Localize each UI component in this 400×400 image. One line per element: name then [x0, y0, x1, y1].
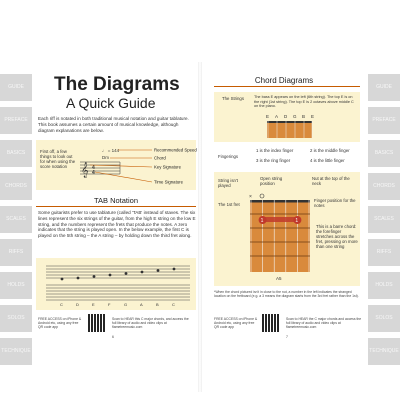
qr-code-icon[interactable]: [262, 314, 280, 332]
page-title: The Diagrams: [54, 74, 180, 95]
svg-text:1: 1: [295, 218, 299, 224]
strings-text: The bass E appears on the left (6th string). The top E is on the right (1st string). The top E is 2 octaves above middle C on the piano.: [254, 95, 354, 109]
side-tab[interactable]: SCALES: [368, 206, 400, 233]
page-number: 6: [112, 335, 114, 339]
footer-scan: Scan to HEAR this C major chords, and access the full library of audio and video clips at flametreemusic.com: [112, 317, 189, 329]
callout-finger-position: Finger position for the notes: [314, 198, 356, 208]
string-letter: E: [311, 114, 315, 119]
side-tab[interactable]: HOLDS: [0, 272, 32, 299]
string-letter: A: [275, 114, 279, 119]
tab-text: Some guitarists prefer to use tablature (called 'TAB' instead of staves. The six lines represent the six strings of the guitar, from the high E string on the low E string, and the numbers represent the frets that produce the notes. A zero indicates that the string is played open. In the below example, the first C is played on the 5th string – the A string – by holding down the third fret along.: [38, 210, 196, 239]
fingerings-box: [214, 144, 360, 170]
svg-text:𝄞: 𝄞: [81, 163, 89, 178]
callout-barre: This is a barre chord: the forefinger stretches across the fret, pressing on more than one string: [316, 224, 358, 249]
book-gutter: [198, 62, 202, 392]
side-tab[interactable]: RIFFS: [0, 239, 32, 266]
finger-4: 4 is the little finger: [310, 158, 345, 163]
side-tab[interactable]: HOLDS: [368, 272, 400, 299]
side-tab[interactable]: SCALES: [0, 206, 32, 233]
page-number: 7: [286, 335, 288, 339]
finger-3: 3 is the ring finger: [256, 158, 291, 163]
right-page: [200, 62, 368, 392]
divider: [214, 86, 360, 87]
side-tab[interactable]: CHORDS: [0, 173, 32, 200]
left-page: [32, 62, 200, 392]
footer-scan: Scan to HEAR the C major chords and access the full library of audio and video clips at flametreemusic.com: [286, 317, 362, 329]
side-tab[interactable]: PREFACE: [368, 107, 400, 134]
side-tab[interactable]: BASICS: [368, 140, 400, 167]
tab-letter: D: [76, 302, 79, 306]
tab-letter: E: [92, 302, 95, 306]
tempo-marking: ♩ = 144: [102, 148, 120, 153]
side-tab[interactable]: TECHNIQUE: [368, 338, 400, 365]
finger-1: 1 is the index finger: [256, 148, 294, 153]
note-box-text: First off, a few things to look out for when using the score notation: [40, 149, 76, 169]
strings-label: The Strings: [222, 96, 244, 101]
label-time: Time Signature: [154, 179, 183, 185]
left-side-tabs: [0, 74, 32, 371]
qr-code-icon[interactable]: [88, 314, 106, 332]
chord-diagrams-title: Chord Diagrams: [254, 76, 314, 85]
chord-name: A5: [276, 276, 282, 281]
tab-letter: F: [108, 302, 111, 306]
svg-text:1: 1: [260, 218, 264, 224]
svg-text:4: 4: [92, 170, 95, 176]
callout-not-played: String isn't played: [218, 178, 238, 188]
strings-diagram: [262, 112, 322, 140]
side-tab[interactable]: SOLOS: [368, 305, 400, 332]
right-side-tabs: [368, 74, 400, 371]
bottom-note: *When the chord pictured isn't in close to the nut, a number in the left indicates the stranged location on the fretboard (e.g. a 3 means the diagram starts from the 3rd fret rather than the 1st).: [214, 290, 359, 298]
score-diagram: [80, 144, 198, 188]
callout-open-string: Open string position: [260, 176, 283, 186]
side-tab[interactable]: RIFFS: [368, 239, 400, 266]
label-key: Key Signature: [154, 164, 181, 170]
callout-nut: Nut at the top of the neck: [312, 176, 350, 186]
footer-access: FREE ACCESS on iPhone & Android etc, using any free QR code app: [214, 317, 258, 329]
string-letter: D: [284, 114, 288, 119]
svg-text:4: 4: [92, 165, 95, 171]
string-letter: E: [266, 114, 270, 119]
label-chord: Chord: [154, 155, 166, 161]
footer-access: FREE ACCESS on iPhone & Android etc, using any free QR code app: [38, 317, 82, 329]
label-speed: Recommended Speed: [154, 147, 197, 153]
side-tab[interactable]: PREFACE: [0, 107, 32, 134]
svg-text:×: ×: [249, 194, 252, 200]
finger-2: 2 is the middle finger: [310, 148, 350, 153]
divider: [36, 206, 196, 207]
fingerings-label: Fingerings: [218, 154, 239, 159]
tab-letter: A: [140, 302, 143, 306]
string-letter: B: [302, 114, 306, 119]
side-tab[interactable]: BASICS: [0, 140, 32, 167]
tab-diagram: [40, 262, 192, 306]
strings-box: [214, 92, 360, 142]
tab-letter: C: [60, 302, 63, 306]
side-tab[interactable]: GUIDE: [0, 74, 32, 101]
page-subtitle: A Quick Guide: [66, 95, 156, 111]
chord-marking: Dm: [102, 155, 109, 160]
tab-box: [36, 258, 196, 310]
side-tab[interactable]: CHORDS: [368, 173, 400, 200]
intro-text: Each riff is notated in both traditional musical notation and guitar tablature. This book assumes a certain amount of musical knowledge, although diagram explanations are below.: [38, 116, 189, 133]
tab-section-title: TAB Notation: [93, 196, 139, 205]
tab-letter: C: [172, 302, 175, 306]
side-tab[interactable]: SOLOS: [0, 305, 32, 332]
notation-box: [36, 140, 196, 190]
tab-letter: B: [156, 302, 159, 306]
callout-first-fret: The 1st fret: [218, 202, 240, 207]
chord-diagram-box: [214, 172, 360, 286]
side-tab[interactable]: GUIDE: [368, 74, 400, 101]
side-tab[interactable]: TECHNIQUE: [0, 338, 32, 365]
string-letter: G: [293, 114, 297, 119]
tab-letter: G: [124, 302, 128, 306]
chord-fretboard: [246, 192, 314, 282]
